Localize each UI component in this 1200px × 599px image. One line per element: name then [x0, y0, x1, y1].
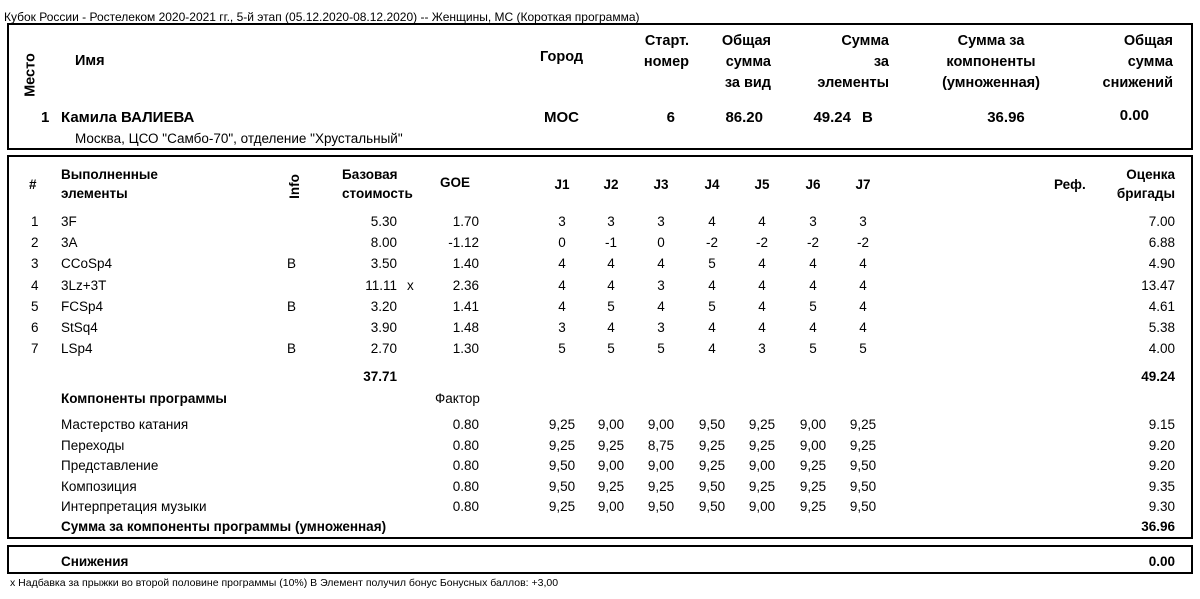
component-judge-score: 8,75 — [647, 437, 675, 453]
component-panel-score: 9.30 — [1148, 499, 1175, 514]
element-num: 3 — [31, 256, 39, 272]
element-base: 3.50 — [370, 256, 397, 272]
elements-name-header — [61, 165, 158, 203]
skater-elements-total: 49.24 — [813, 109, 851, 126]
element-panel-score: 4.00 — [1148, 341, 1175, 357]
element-info: B — [287, 341, 297, 357]
component-judge-score: 9,50 — [698, 417, 726, 432]
component-judge-score: 9,25 — [698, 458, 726, 473]
element-judge-score: 4 — [859, 256, 867, 272]
element-num: 1 — [31, 214, 39, 229]
base-header-l1: Базовая — [342, 167, 398, 182]
component-name: Переходы — [61, 437, 125, 453]
skater-club: Москва, ЦСО "Самбо-70", отделение "Хрустальный" — [75, 131, 403, 146]
element-judge-score: -2 — [705, 235, 718, 251]
element-judge-score: 4 — [708, 214, 716, 229]
judge-header-7: J7 — [855, 177, 871, 192]
base-header — [342, 165, 413, 203]
component-judge-score: 9,00 — [597, 458, 625, 473]
component-judge-score: 9,25 — [799, 458, 827, 473]
element-panel-score: 5.38 — [1148, 320, 1175, 335]
element-goe: 1.48 — [452, 320, 479, 335]
component-judge-score: 9,00 — [647, 417, 675, 432]
element-goe: 2.36 — [452, 277, 479, 293]
component-judge-score: 9,50 — [698, 478, 726, 494]
components-sum: 36.96 — [1141, 519, 1175, 534]
component-judge-score: 9,50 — [647, 499, 675, 514]
element-judge-score: 4 — [758, 277, 766, 293]
element-judge-score: 5 — [708, 256, 716, 272]
components-sum-label: Сумма за компоненты программы (умноженная) — [61, 519, 387, 534]
panel-score-header — [1089, 165, 1175, 203]
total-header — [689, 31, 771, 94]
judge-header-1: J1 — [554, 177, 570, 192]
element-judge-score: 5 — [657, 341, 665, 357]
skater-rank: 1 — [41, 109, 50, 126]
elements-sum-header-l1: Сумма — [841, 33, 889, 49]
elements-name-header-l2: элементы — [61, 186, 128, 201]
element-base: 11.11 — [365, 277, 397, 293]
element-base: 5.30 — [370, 214, 397, 229]
skater-components-total: 36.96 — [987, 109, 1025, 126]
component-panel-score: 9.20 — [1148, 458, 1175, 473]
component-panel-score: 9.15 — [1148, 417, 1175, 432]
element-judge-score: 4 — [758, 256, 766, 272]
component-judge-score: 9,00 — [748, 458, 776, 473]
element-judge-score: 4 — [657, 298, 665, 314]
elements-sum-header — [789, 31, 889, 94]
element-judge-score: 3 — [758, 341, 766, 357]
element-goe: 1.70 — [452, 214, 479, 229]
element-name: 3A — [61, 235, 78, 251]
element-judge-score: 3 — [657, 277, 665, 293]
deductions-box — [7, 545, 1193, 574]
deductions-header-l3: снижений — [1102, 75, 1173, 91]
component-factor: 0.80 — [452, 499, 479, 514]
scores-box — [7, 155, 1193, 539]
component-judge-score: 9,00 — [799, 437, 827, 453]
element-judge-score: 4 — [558, 277, 566, 293]
element-judge-score: 4 — [708, 341, 716, 357]
total-header-l3: за вид — [724, 75, 771, 91]
element-judge-score: -2 — [806, 235, 819, 251]
element-judge-score: 4 — [809, 320, 817, 335]
element-num: 7 — [31, 341, 39, 357]
components-sum-header-l2: компоненты — [946, 54, 1036, 70]
element-judge-score: 4 — [607, 256, 615, 272]
total-header-l2: сумма — [725, 54, 771, 70]
skater-name: Камила ВАЛИЕВА — [61, 109, 195, 126]
component-factor: 0.80 — [452, 417, 479, 432]
protocol-title: Кубок России - Ростелеком 2020-2021 гг., 5-й этап (05.12.2020-08.12.2020) -- Женщины, МС (Короткая программа) — [4, 10, 640, 24]
element-panel-score: 4.90 — [1148, 256, 1175, 272]
element-name: StSq4 — [61, 320, 98, 335]
element-judge-score: 3 — [657, 320, 665, 335]
element-bonus-mark: x — [407, 277, 414, 293]
component-factor: 0.80 — [452, 437, 479, 453]
skater-start-no: 6 — [666, 109, 675, 126]
total-header-l1: Общая — [721, 33, 771, 49]
component-factor: 0.80 — [452, 458, 479, 473]
element-judge-score: -2 — [755, 235, 768, 251]
element-judge-score: 0 — [657, 235, 665, 251]
panel-score-header-l2: бригады — [1116, 186, 1175, 201]
element-goe: 1.30 — [452, 341, 479, 357]
element-judge-score: 4 — [607, 320, 615, 335]
component-judge-score: 9,50 — [849, 478, 877, 494]
element-judge-score: 4 — [809, 256, 817, 272]
element-name: CCoSp4 — [61, 256, 113, 272]
component-judge-score: 9,50 — [849, 458, 877, 473]
judge-header-6: J6 — [805, 177, 821, 192]
judge-header-4: J4 — [704, 177, 720, 192]
judge-header-5: J5 — [754, 177, 770, 192]
components-title: Компоненты программы — [61, 391, 227, 406]
element-judge-score: 4 — [758, 320, 766, 335]
deductions-header — [1069, 31, 1173, 94]
element-name: FCSp4 — [61, 298, 104, 314]
elements-name-header-l1: Выполненные — [61, 167, 158, 182]
component-judge-score: 9,00 — [597, 417, 625, 432]
num-header: # — [29, 177, 37, 192]
element-name: 3Lz+3T — [61, 277, 107, 293]
city-header: Город — [540, 49, 584, 65]
elements-sum-header-l3: элементы — [817, 75, 889, 91]
element-judge-score: 4 — [809, 277, 817, 293]
element-judge-score: 4 — [558, 298, 566, 314]
factor-header: Фактор — [435, 391, 480, 406]
element-judge-score: 3 — [859, 214, 867, 229]
element-name: 3F — [61, 214, 77, 229]
element-panel-score: 13.47 — [1141, 277, 1175, 293]
element-judge-score: 5 — [859, 341, 867, 357]
element-goe: 1.40 — [452, 256, 479, 272]
element-judge-score: 4 — [859, 298, 867, 314]
component-panel-score: 9.20 — [1148, 437, 1175, 453]
component-judge-score: 9,25 — [698, 437, 726, 453]
component-judge-score: 9,25 — [597, 478, 625, 494]
start-header-l2: номер — [643, 54, 689, 70]
component-factor: 0.80 — [452, 478, 479, 494]
element-info: B — [287, 256, 297, 272]
element-judge-score: 5 — [607, 341, 615, 357]
component-judge-score: 9,25 — [748, 478, 776, 494]
element-judge-score: 4 — [758, 214, 766, 229]
components-sum-header — [921, 31, 1061, 94]
element-judge-score: 4 — [859, 320, 867, 335]
element-num: 4 — [31, 277, 39, 293]
element-judge-score: 0 — [558, 235, 566, 251]
place-header: Место — [22, 53, 39, 97]
element-judge-score: 4 — [708, 277, 716, 293]
elements-sum-header-l2: за — [873, 54, 889, 70]
skater-total: 86.20 — [725, 109, 763, 126]
component-judge-score: 9,00 — [799, 417, 827, 432]
component-panel-score: 9.35 — [1148, 478, 1175, 494]
component-name: Мастерство катания — [61, 417, 189, 432]
component-judge-score: 9,00 — [647, 458, 675, 473]
element-judge-score: 4 — [657, 256, 665, 272]
element-info: B — [287, 298, 297, 314]
element-judge-score: -2 — [856, 235, 869, 251]
element-base: 3.90 — [370, 320, 397, 335]
ref-header: Реф. — [1054, 177, 1086, 192]
deductions-value: 0.00 — [1148, 554, 1175, 569]
component-judge-score: 9,25 — [647, 478, 675, 494]
component-judge-score: 9,00 — [748, 499, 776, 514]
judge-header-3: J3 — [653, 177, 669, 192]
base-total: 37.71 — [363, 369, 397, 384]
component-judge-score: 9,25 — [799, 499, 827, 514]
name-header: Имя — [75, 53, 105, 69]
element-judge-score: 3 — [657, 214, 665, 229]
panel-score-header-l1: Оценка — [1126, 167, 1175, 182]
component-judge-score: 9,25 — [548, 499, 576, 514]
element-judge-score: 3 — [558, 214, 566, 229]
component-judge-score: 9,25 — [849, 417, 877, 432]
deductions-header-l1: Общая — [1123, 33, 1173, 49]
start-header — [609, 31, 689, 73]
component-judge-score: 9,50 — [698, 499, 726, 514]
element-judge-score: 5 — [809, 298, 817, 314]
judge-header-2: J2 — [603, 177, 619, 192]
element-judge-score: 5 — [809, 341, 817, 357]
component-judge-score: 9,25 — [799, 478, 827, 494]
element-judge-score: 4 — [558, 256, 566, 272]
component-judge-score: 9,25 — [548, 437, 576, 453]
element-goe: -1.12 — [448, 235, 479, 251]
element-judge-score: -1 — [604, 235, 617, 251]
component-judge-score: 9,50 — [548, 458, 576, 473]
component-judge-score: 9,50 — [849, 499, 877, 514]
element-goe: 1.41 — [452, 298, 479, 314]
start-header-l1: Старт. — [644, 33, 689, 49]
element-judge-score: 4 — [708, 320, 716, 335]
skater-city: МОС — [544, 109, 579, 126]
base-header-l2: стоимость — [342, 186, 413, 201]
element-base: 3.20 — [370, 298, 397, 314]
deductions-label: Снижения — [61, 554, 129, 569]
element-judge-score: 5 — [558, 341, 566, 357]
element-base: 2.70 — [370, 341, 397, 357]
skater-deductions: 0.00 — [1119, 107, 1149, 124]
element-judge-score: 4 — [859, 277, 867, 293]
elements-score-total: 49.24 — [1141, 369, 1175, 384]
skater-elements-flag: B — [862, 109, 873, 126]
component-judge-score: 9,50 — [548, 478, 576, 494]
goe-header: GOE — [440, 175, 471, 190]
element-num: 2 — [31, 235, 39, 251]
component-name: Интерпретация музыки — [61, 499, 207, 514]
skater-header-box — [7, 23, 1193, 150]
element-judge-score: 4 — [607, 277, 615, 293]
element-judge-score: 5 — [607, 298, 615, 314]
component-judge-score: 9,25 — [748, 417, 776, 432]
component-judge-score: 9,25 — [548, 417, 576, 432]
components-sum-header-l3: (умноженная) — [942, 75, 1040, 91]
info-header: Info — [286, 174, 302, 199]
component-judge-score: 9,25 — [597, 437, 625, 453]
element-panel-score: 7.00 — [1148, 214, 1175, 229]
component-name: Композиция — [61, 478, 137, 494]
component-judge-score: 9,25 — [748, 437, 776, 453]
component-name: Представление — [61, 458, 159, 473]
element-panel-score: 6.88 — [1148, 235, 1175, 251]
component-judge-score: 9,25 — [849, 437, 877, 453]
element-base: 8.00 — [370, 235, 397, 251]
element-judge-score: 3 — [607, 214, 615, 229]
element-name: LSp4 — [61, 341, 93, 357]
footer-note: x Надбавка за прыжки во второй половине программы (10%) B Элемент получил бонус Бонусных баллов: +3,00 — [10, 577, 559, 589]
element-judge-score: 5 — [708, 298, 716, 314]
component-judge-score: 9,00 — [597, 499, 625, 514]
element-judge-score: 3 — [558, 320, 566, 335]
element-judge-score: 4 — [758, 298, 766, 314]
element-judge-score: 3 — [809, 214, 817, 229]
element-panel-score: 4.61 — [1148, 298, 1175, 314]
components-sum-header-l1: Сумма за — [957, 33, 1025, 49]
element-num: 5 — [31, 298, 39, 314]
element-num: 6 — [31, 320, 39, 335]
deductions-header-l2: сумма — [1127, 54, 1173, 70]
